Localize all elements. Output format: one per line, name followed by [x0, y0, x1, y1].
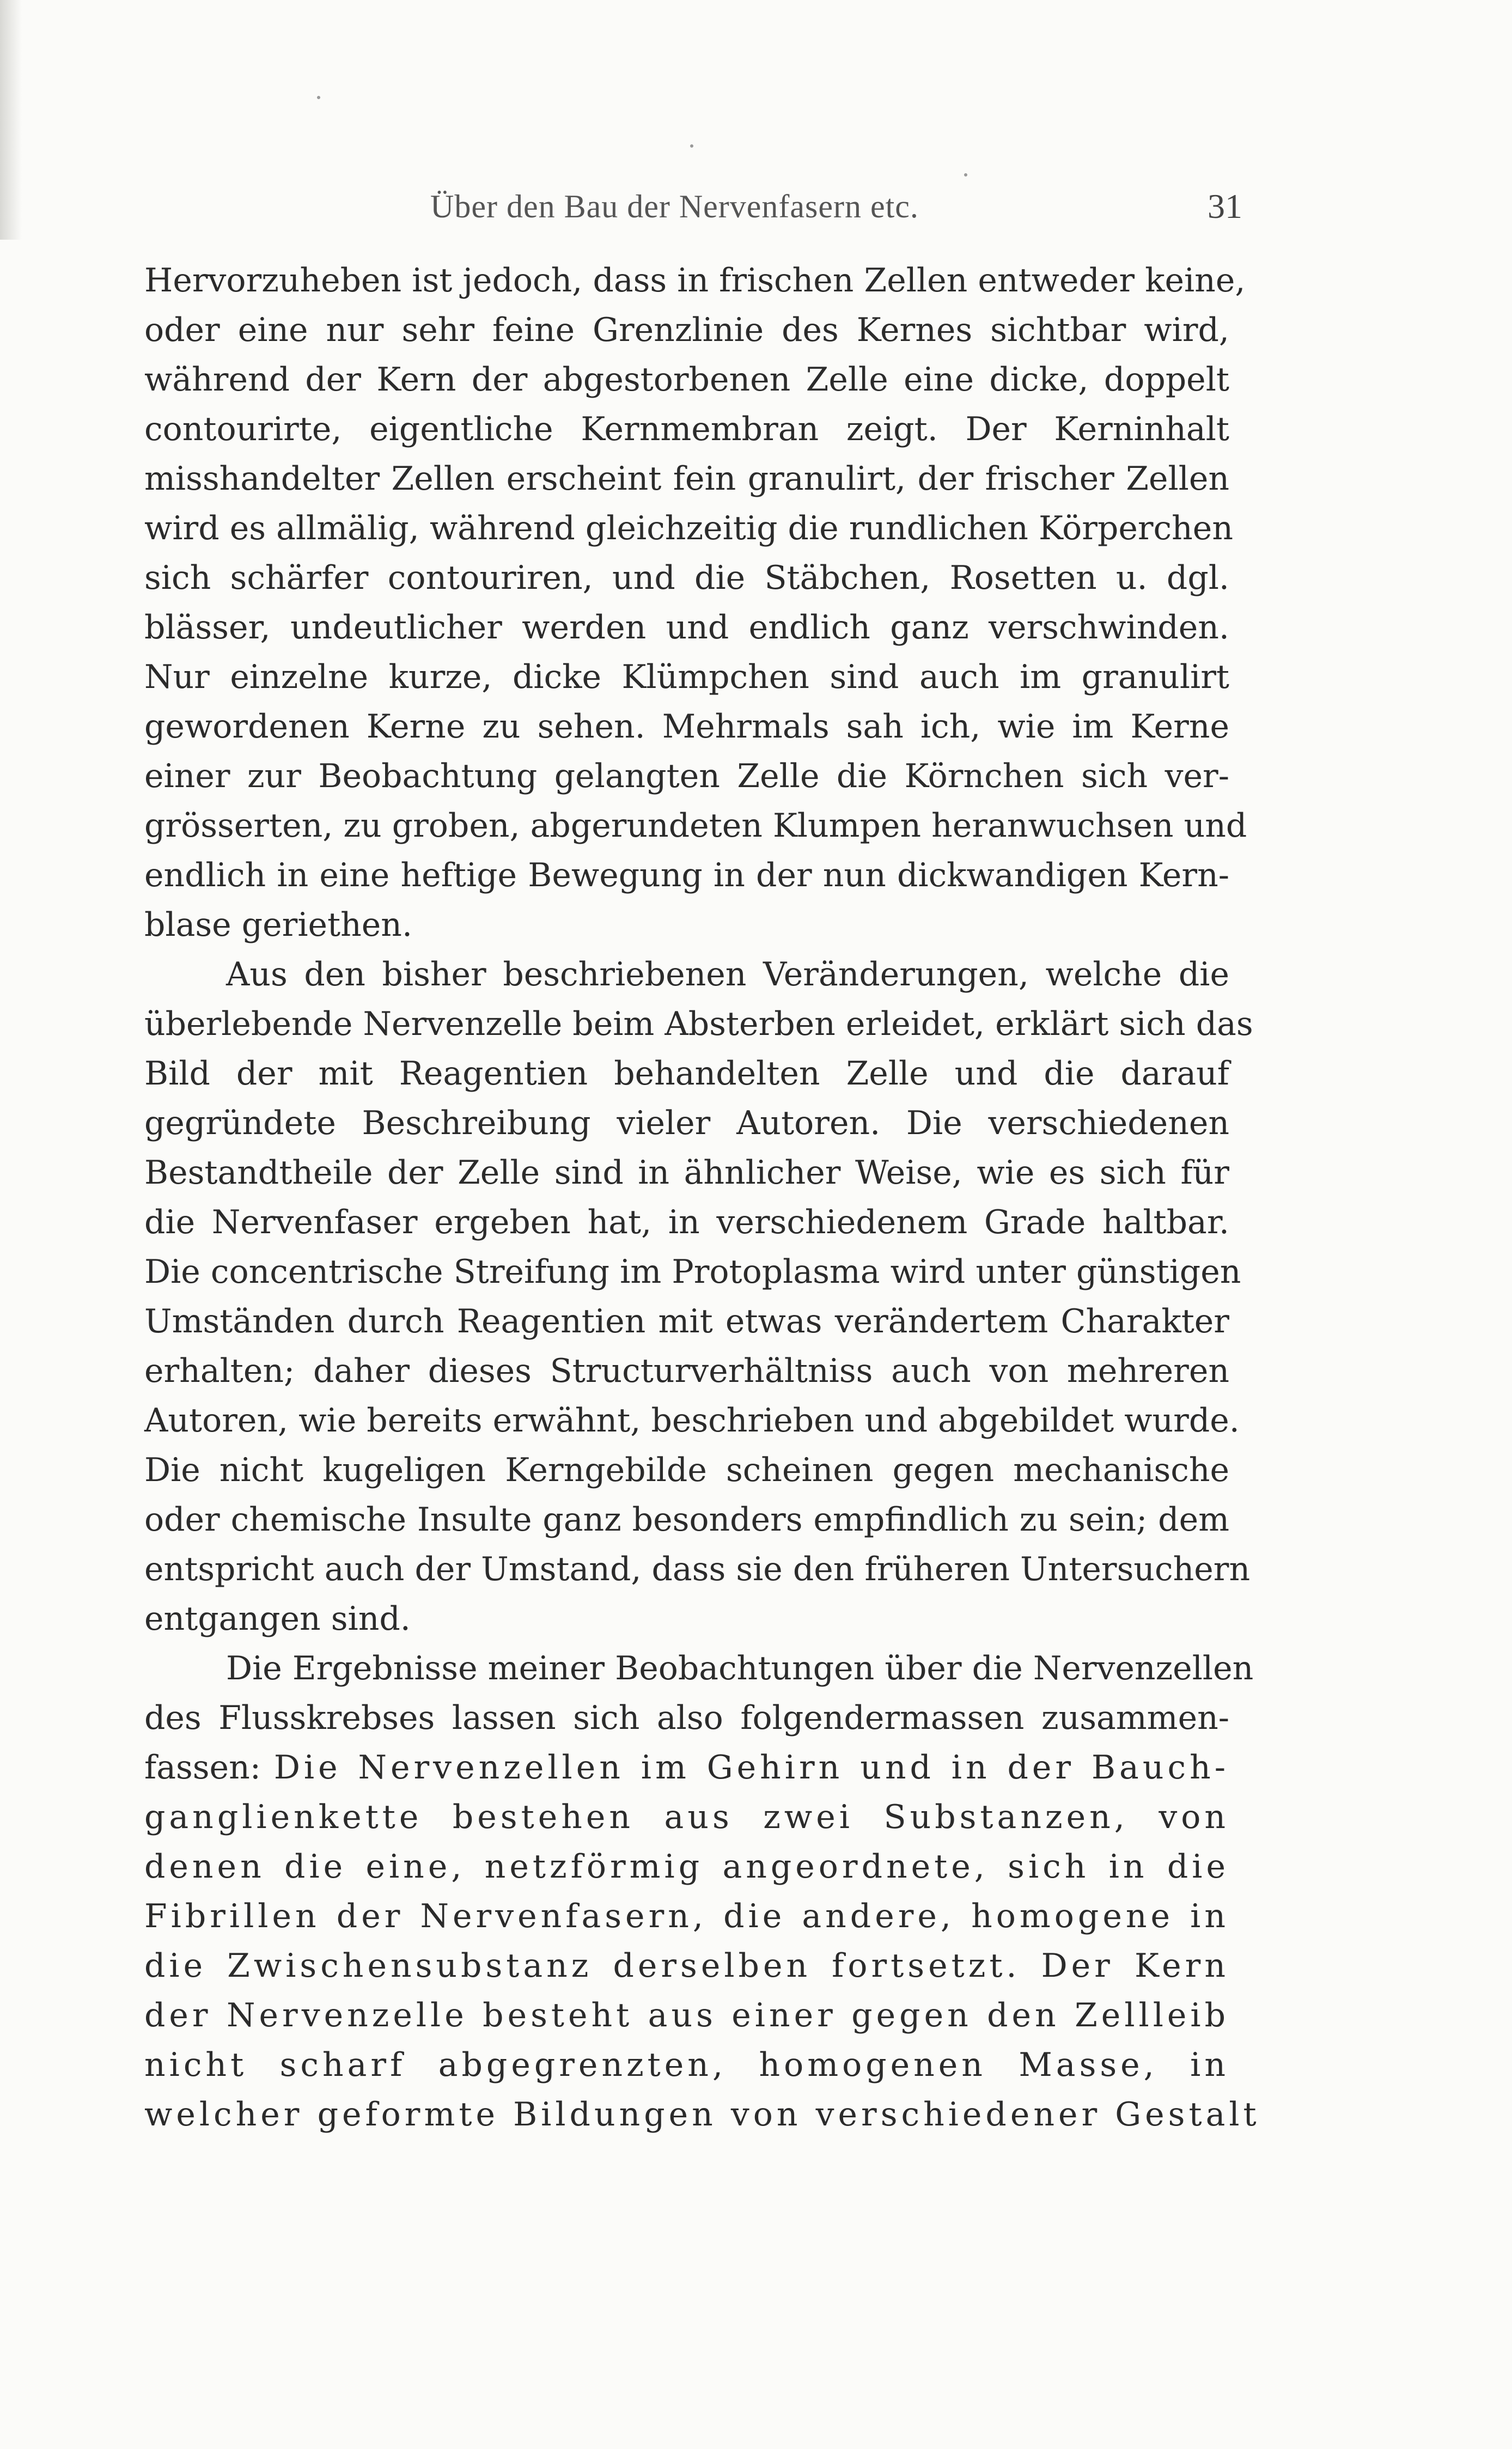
text-line: während der Kern der abgestorbenen Zelle eine dicke, doppelt	[144, 361, 1229, 399]
text-line: wird es allmälig, während gleichzeitig die rundlichen Körperchen	[144, 509, 1233, 547]
text-line: einer zur Beobachtung gelangten Zelle die Körnchen sich ver-	[144, 757, 1229, 795]
text-line: gegründete Beschreibung vieler Autoren. Die verschiedenen	[144, 1104, 1229, 1142]
emphasized-text-line: die Zwischensubstanz derselben fortsetzt. Der Kern	[144, 1947, 1229, 1985]
text-line: Die Ergebnisse meiner Beobachtungen über die Nervenzellen	[226, 1649, 1254, 1688]
text-line: Bestandtheile der Zelle sind in ähnlicher Weise, wie es sich für	[144, 1154, 1229, 1192]
text-line: misshandelter Zellen erscheint fein granulirt, der frischer Zellen	[144, 460, 1229, 498]
text-line: erhalten; daher dieses Structurverhältniss auch von mehreren	[144, 1352, 1229, 1390]
text-line: Nur einzelne kurze, dicke Klümpchen sind auch im granulirt	[144, 658, 1229, 696]
text-line: blässer, undeutlicher werden und endlich ganz verschwinden.	[144, 608, 1229, 647]
text-line: Autoren, wie bereits erwähnt, beschrieben und abgebildet wurde.	[144, 1402, 1240, 1440]
scan-speck	[690, 144, 693, 148]
emphasized-text-line: ganglienkette bestehen aus zwei Substanzen, von	[144, 1798, 1229, 1836]
scan-speck	[964, 173, 967, 176]
text-line: Bild der mit Reagentien behandelten Zelle und die darauf	[144, 1055, 1229, 1093]
text-line: Aus den bisher beschriebenen Veränderungen, welche die	[226, 955, 1229, 994]
text-line: sich schärfer contouriren, und die Stäbchen, Rosetten u. dgl.	[144, 559, 1229, 597]
emphasized-text: Die Nervenzellen im Gehirn und in der Bauch-	[273, 1749, 1229, 1787]
body-text	[144, 256, 1260, 2140]
text-line: Die nicht kugeligen Kerngebilde scheinen gegen mechanische	[144, 1451, 1229, 1489]
text-line: die Nervenfaser ergeben hat, in verschiedenem Grade haltbar.	[144, 1203, 1229, 1241]
text-run: fassen:	[144, 1749, 274, 1787]
text-line: Die concentrische Streifung im Protoplasma wird unter günstigen	[144, 1253, 1241, 1291]
page-number: 31	[1208, 187, 1242, 226]
text-line: Umständen durch Reagentien mit etwas verändertem Charakter	[144, 1302, 1229, 1341]
text-line: grösserten, zu groben, abgerundeten Klumpen heranwuchsen und	[144, 807, 1247, 845]
emphasized-text-line: Fibrillen der Nervenfasern, die andere, homogene in	[144, 1897, 1229, 1935]
text-line: des Flusskrebses lassen sich also folgendermassen zusammen-	[144, 1699, 1229, 1737]
text-line: endlich in eine heftige Bewegung in der nun dickwandigen Kern-	[144, 856, 1229, 894]
running-head: Über den Bau der Nervenfasern etc.	[430, 188, 919, 224]
emphasized-text-line: welcher geformte Bildungen von verschiedener Gestalt	[144, 2095, 1260, 2134]
text-line	[144, 1743, 1229, 1793]
text-line: Hervorzuheben ist jedoch, dass in frischen Zellen entweder keine,	[144, 261, 1246, 300]
text-line: blase geriethen.	[144, 906, 413, 944]
text-line: entgangen sind.	[144, 1600, 411, 1638]
text-line: oder eine nur sehr feine Grenzlinie des Kernes sichtbar wird,	[144, 311, 1229, 349]
emphasized-text-line: nicht scharf abgegrenzten, homogenen Masse, in	[144, 2046, 1229, 2084]
text-line: oder chemische Insulte ganz besonders empfindlich zu sein; dem	[144, 1501, 1229, 1539]
emphasized-text-line: der Nervenzelle besteht aus einer gegen den Zellleib	[144, 1996, 1229, 2034]
text-line: überlebende Nervenzelle beim Absterben erleidet, erklärt sich das	[144, 1005, 1253, 1043]
scan-edge-shadow	[0, 0, 22, 240]
text-line: contourirte, eigentliche Kernmembran zeigt. Der Kerninhalt	[144, 410, 1229, 448]
text-line: gewordenen Kerne zu sehen. Mehrmals sah ich, wie im Kerne	[144, 708, 1229, 746]
emphasized-text-line: denen die eine, netzförmig angeordnete, sich in die	[144, 1848, 1229, 1886]
text-line: entspricht auch der Umstand, dass sie den früheren Untersuchern	[144, 1550, 1251, 1588]
scan-speck	[317, 96, 320, 99]
